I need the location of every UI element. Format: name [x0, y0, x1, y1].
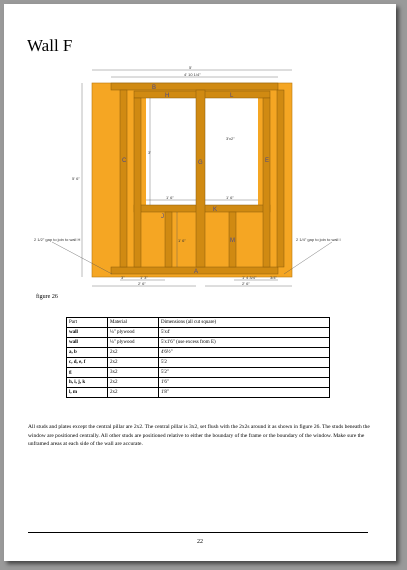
dim-bottom-left-mid: 1' 3"	[140, 275, 148, 280]
table-row	[67, 328, 330, 338]
table-header: Dimensions (all cut square)	[159, 318, 330, 328]
table-header: Part	[67, 318, 108, 328]
dim-bottom-left-total: 2' 6"	[138, 281, 146, 286]
figure-caption: figure 26	[36, 294, 58, 300]
table-row	[67, 348, 330, 358]
dim-overall-width: 5'	[189, 66, 192, 70]
stud-left-inner	[134, 98, 141, 267]
label-g: G	[198, 160, 203, 166]
body-paragraph: All studs and plates except the central pillar are 2x2. The central pillar is 3x2, set flush with the 2x2s around it as shown in figure 26. The studs beneath the window are positioned centrally. All other studs are positioned relative to either the boundary of the frame or the boundary of the window. Make sure the unframed areas at each side of the wall are accurate.	[28, 424, 370, 447]
label-b: B	[152, 85, 157, 91]
table-header: Material	[108, 318, 159, 328]
label-e: E	[265, 158, 270, 164]
dim-window-gap: 3'x2"	[226, 136, 235, 141]
dim-sill-left: 1' 6"	[166, 195, 174, 200]
dim-height: 5' 6"	[72, 176, 80, 181]
note-left-gap: 2 1/2" gap to join to wall H	[34, 237, 81, 242]
document-page	[4, 4, 396, 561]
table-cell: 2x2	[108, 358, 159, 368]
table-cell: 4'6½"	[159, 348, 330, 358]
dim-bottom-right-total: 2' 6"	[242, 281, 250, 286]
table-cell: 5'2	[159, 358, 330, 368]
label-k: K	[213, 207, 218, 213]
table-cell: g	[67, 368, 108, 378]
table-cell: 5'2"	[159, 368, 330, 378]
table-row	[67, 338, 330, 348]
dim-inner-width: 4' 10 1/4"	[184, 72, 201, 77]
table-cell: 5'x1'6" (use excess from E)	[159, 338, 330, 348]
table-row	[67, 368, 330, 378]
label-l: L	[230, 93, 234, 99]
label-m: M	[230, 238, 235, 244]
table-row	[67, 358, 330, 368]
table-row	[67, 388, 330, 398]
window-opening-right	[205, 98, 258, 205]
table-cell: 5'x4'	[159, 328, 330, 338]
label-h: H	[165, 93, 170, 99]
table-cell: 1'8"	[159, 388, 330, 398]
dim-bottom-right-small: 3/4"	[270, 275, 277, 280]
table-cell: 2x2	[108, 378, 159, 388]
dim-sill-right: 1' 6"	[226, 195, 234, 200]
table-cell: 2x2	[108, 388, 159, 398]
top-plate-b	[111, 83, 278, 90]
table-row	[67, 378, 330, 388]
footer-divider	[28, 532, 368, 533]
stud-right-inner	[263, 98, 270, 267]
stud-under-window-left	[165, 212, 172, 267]
dim-bottom-left-small: 3"	[121, 275, 125, 280]
page-number: 22	[197, 539, 203, 545]
stud-left-outer	[120, 90, 127, 267]
stud-right-outer	[277, 90, 284, 267]
table-header-row	[67, 318, 330, 328]
table-cell: ¼" plywood	[108, 328, 159, 338]
label-j: J	[161, 214, 164, 220]
table-cell: l, m	[67, 388, 108, 398]
table-cell: c, d, e, f	[67, 358, 108, 368]
table-cell: h, i, j, k	[67, 378, 108, 388]
table-cell: 3x2	[108, 368, 159, 378]
parts-table	[66, 317, 330, 398]
table-cell: ¼" plywood	[108, 338, 159, 348]
dim-lower-height: 1' 6"	[178, 238, 186, 243]
wall-framing-diagram	[34, 66, 364, 291]
table-cell: 2x2	[108, 348, 159, 358]
table-cell: wall	[67, 328, 108, 338]
label-c: C	[122, 158, 127, 164]
page-title: Wall F	[27, 36, 73, 55]
table-cell: a, b	[67, 348, 108, 358]
note-right-gap: 2 1/4" gap to join to wall I	[296, 237, 341, 242]
label-a: A	[194, 269, 199, 275]
central-pillar-g	[196, 90, 205, 267]
dim-bottom-right-mid: 1' 4 3/4"	[242, 275, 257, 280]
table-cell: 1'6"	[159, 378, 330, 388]
dim-window-height: 3'	[148, 150, 151, 155]
table-cell: wall	[67, 338, 108, 348]
window-opening-left	[146, 98, 199, 205]
